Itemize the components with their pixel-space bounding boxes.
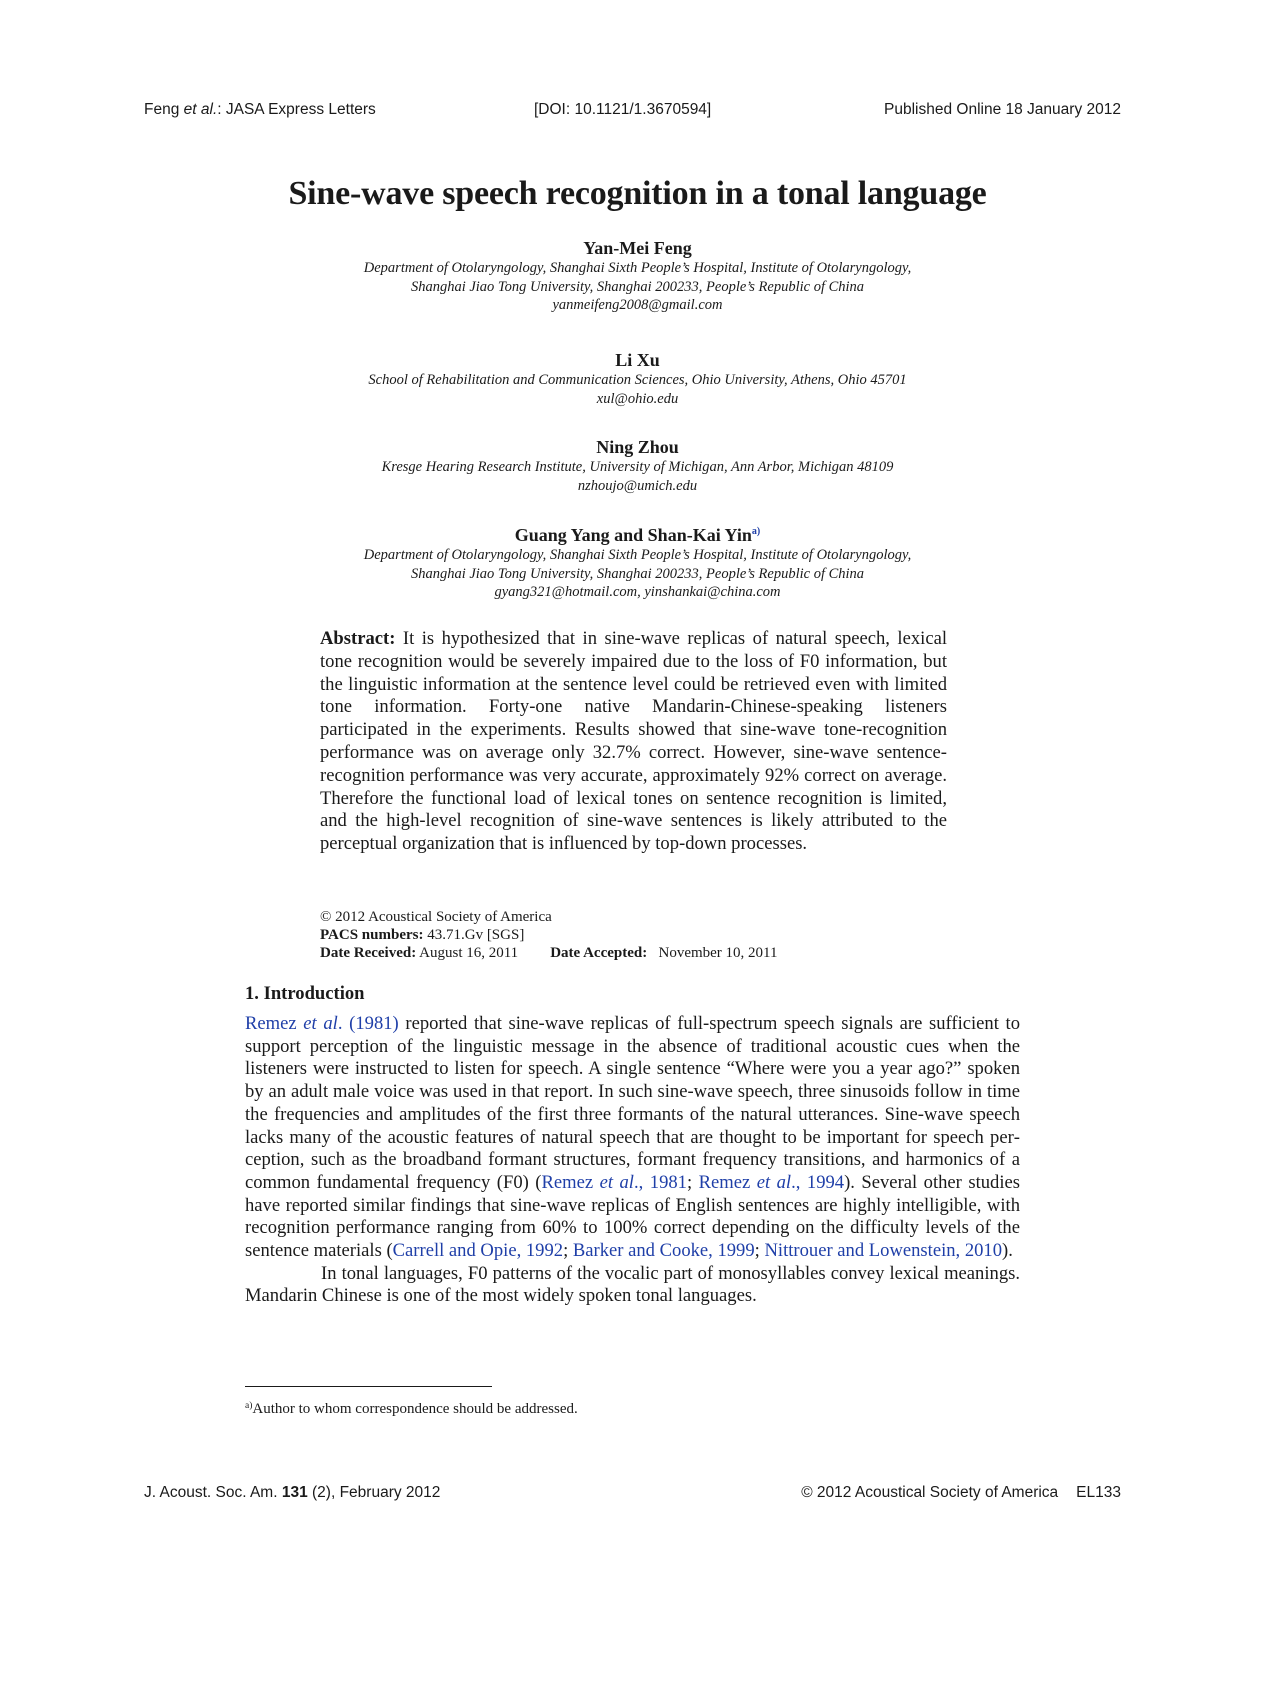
citation-link[interactable]	[699, 1172, 844, 1193]
paper-title: Sine-wave speech recognition in a tonal language	[288, 175, 987, 212]
pacs-line	[320, 926, 947, 944]
copyright-line: © 2012 Acoustical Society of America	[320, 909, 552, 925]
citation-author[interactable]: Remez	[698, 1171, 757, 1193]
abstract-text: It is hypothesized that in sine-wave replicas of natural speech, lexical tone recognition would be severely impaired due to the loss of F0 information, but the linguistic information at the sentence level could be retrieved even with limited tone information. Forty-one native Mandarin-Chinese-speaking listeners participated in the experiments. Results showed that sine-wave tone-recognition performance was on average only 32.7% correct. However, sine-wave sentence-recognition performance was very accurate, approximately 92% correct on average. Therefore the functional load of lexical tones on sentence recognition is limited, and the high-level recognition of sine-wave sentences is likely attributed to the perceptual organization that is influenced by top-down processes.	[320, 628, 947, 855]
author-block-1	[0, 237, 1275, 315]
header-published-date: Published Online 18 January 2012	[884, 101, 1121, 118]
footer-copyright: © 2012 Acoustical Society of America	[801, 1484, 1059, 1501]
footer-volume: 131	[281, 1484, 308, 1501]
citation-link[interactable]	[245, 1013, 399, 1034]
citation-et-al[interactable]: et al	[756, 1171, 792, 1193]
footnote-divider	[245, 1386, 492, 1387]
introduction-body	[245, 1013, 1020, 1308]
author-name: Li Xu	[615, 350, 660, 370]
paragraph: In tonal languages, F0 patterns of the vocalic part of monosyllables convey lexical meanings. Mandarin Chinese is one of the most widely spoken tonal languages.	[245, 1262, 1020, 1307]
affiliation-line: Department of Otolaryngology, Shanghai Sixth People’s Hospital, Institute of Otolaryngology,	[363, 547, 912, 563]
citation-et-al[interactable]: et al	[599, 1171, 634, 1193]
citation-author[interactable]: Remez	[245, 1013, 304, 1034]
accepted-label: Date Accepted:	[550, 945, 648, 961]
footnote-link[interactable]: a)	[751, 526, 761, 537]
affiliation-line: Department of Otolaryngology, Shanghai Sixth People’s Hospital, Institute of Otolaryngology,	[363, 260, 912, 276]
author-block-2	[0, 349, 1275, 408]
citation-author[interactable]: Remez	[541, 1171, 600, 1193]
author-email: yanmeifeng2008@gmail.com	[552, 297, 723, 313]
affiliation-line: Shanghai Jiao Tong University, Shanghai 200233, People’s Republic of China	[410, 278, 865, 295]
citation-separator: ;	[563, 1240, 573, 1262]
author-email: nzhoujo@umich.edu	[577, 477, 698, 494]
citation-year[interactable]: . (1981)	[337, 1013, 399, 1034]
footer-issue: (2), February 2012	[307, 1484, 441, 1501]
author-name: Ning Zhou	[596, 437, 679, 457]
author-email: xul@ohio.edu	[596, 390, 679, 407]
author-block-3	[0, 436, 1275, 495]
affiliation-line: School of Rehabilitation and Communication Sciences, Ohio University, Athens, Ohio 45701	[368, 372, 907, 388]
received-label: Date Received:	[320, 945, 417, 961]
paragraph-text: ). Several other studies have reported similar findings that sine-wave replicas of English sentences are highly intelligible, with recognition performance ranging from 60% to 100% correct depending on the difficulty levels of the sentence materials (	[245, 1171, 1020, 1262]
paragraph-text: ).	[1002, 1240, 1013, 1262]
page-footer	[144, 1484, 1121, 1506]
header-doi: [DOI: 10.1121/1.3670594]	[534, 101, 712, 118]
paragraph-text: reported that sine-wave replicas of full-spectrum speech signals are sufficient to support perception of the linguistic message in the absence of traditional acoustic cues when the listeners were instructed to listen for speech. A single sentence “Where were you a year ago?” spoken by an adult male voice was used in that report. In such sine-wave speech, three sinusoids follow in time the frequencies and amplitudes of the first three formants of the natural utterances. Sine-wave speech lacks many of the acoustic features of natural speech that are thought to be important for speech perception, such as the broadband formant structures, formant frequency transitions, and harmonics of a common fundamental frequency (F0) (	[245, 1013, 1020, 1193]
author-names-text: Guang Yang and Shan-Kai Yin	[514, 525, 752, 545]
section-heading: 1. Introduction	[245, 983, 365, 1004]
author-name: Yan-Mei Feng	[583, 238, 692, 258]
citation-link[interactable]: Nittrouer and Lowenstein, 2010	[764, 1240, 1003, 1262]
citation-link[interactable]: Barker and Cooke, 1999	[572, 1240, 755, 1262]
footer-journal	[144, 1484, 440, 1502]
citation-separator: ;	[754, 1240, 765, 1262]
citation-year[interactable]: ., 1994	[791, 1171, 845, 1193]
affiliation-line: Shanghai Jiao Tong University, Shanghai 200233, People’s Republic of China	[410, 565, 865, 582]
citation-separator: ;	[686, 1171, 699, 1193]
article-metadata	[320, 908, 947, 962]
paragraph	[245, 1013, 1020, 1263]
citation-link[interactable]	[542, 1172, 687, 1193]
citation-et-al[interactable]: et al	[303, 1013, 338, 1034]
header-journal: : JASA Express Letters	[217, 101, 376, 118]
author-block-4	[0, 521, 1275, 602]
header-et-al: et al.	[183, 101, 218, 118]
accepted-value: November 10, 2011	[658, 945, 778, 961]
abstract	[320, 628, 947, 856]
footer-right	[801, 1484, 1121, 1502]
affiliation-line: Kresge Hearing Research Institute, University of Michigan, Ann Arbor, Michigan 48109	[381, 459, 894, 475]
author-email: gyang321@hotmail.com, yinshankai@china.com	[494, 584, 781, 600]
header-citation	[144, 101, 376, 119]
author-name	[0, 521, 1275, 546]
page-number: EL133	[1076, 1484, 1121, 1501]
running-header	[144, 101, 1121, 123]
footnote-mark: a)	[245, 1401, 253, 1411]
citation-link[interactable]: Carrell and Opie, 1992	[392, 1240, 564, 1262]
citation-year[interactable]: ., 1981	[633, 1171, 687, 1193]
footer-journal-name: J. Acoust. Soc. Am.	[144, 1484, 282, 1501]
pacs-label: PACS numbers:	[320, 927, 424, 943]
abstract-label: Abstract:	[320, 628, 396, 649]
footnote	[245, 1401, 578, 1418]
footnote-text: Author to whom correspondence should be addressed.	[252, 1401, 578, 1417]
pacs-value: 43.71.Gv [SGS]	[427, 927, 525, 943]
header-author: Feng	[144, 101, 180, 118]
received-value: August 16, 2011	[419, 945, 519, 961]
dates-line	[320, 944, 947, 962]
